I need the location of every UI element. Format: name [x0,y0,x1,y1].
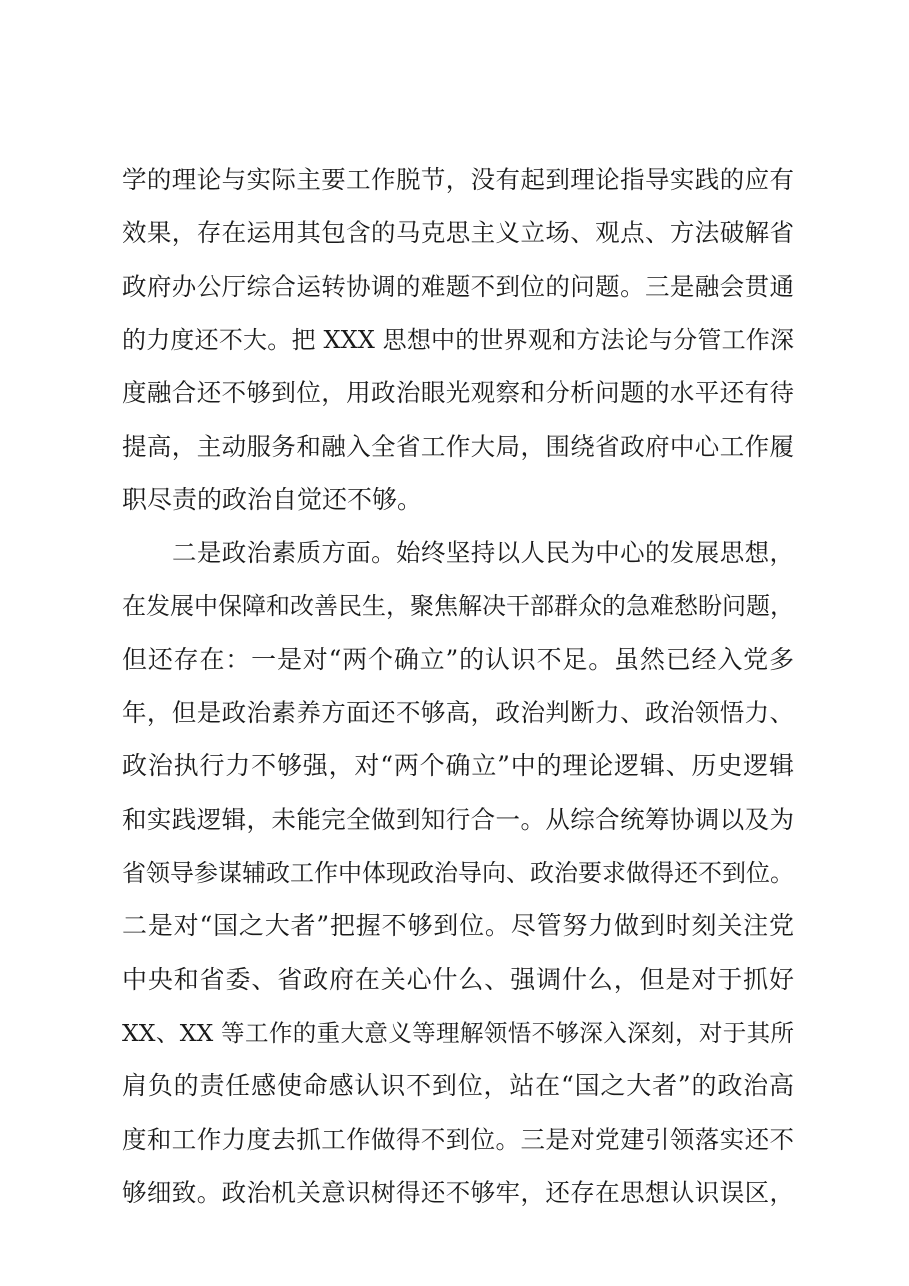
text-line-5: 度融合还不够到位，用政治眼光观察和分析问题的水平还有待 [122,378,794,407]
text-line-8: 二是政治素质方面。始终坚持以人民为中心的发展思想， [172,538,794,567]
text-line-12: 政治执行力不够强，对“两个确立”中的理论逻辑、历史逻辑 [122,751,794,780]
text-line-7: 职尽责的政治自觉还不够。 [122,485,423,514]
text-line-4: 的力度还不大。把 XXX 思想中的世界观和方法论与分管工作深 [122,326,794,354]
text-line-19: 度和工作力度去抓工作做得不到位。三是对党建引领落实还不 [122,1125,794,1154]
text-line-2: 效果，存在运用其包含的马克思主义立场、观点、方法破解省 [122,218,794,247]
text-line-1: 学的理论与实际主要工作脱节，没有起到理论指导实践的应有 [122,165,794,194]
text-line-9: 在发展中保障和改善民生，聚焦解决干部群众的急难愁盼问题， [122,592,794,620]
text-line-11: 年，但是政治素养方面还不够高，政治判断力、政治领悟力、 [122,698,794,727]
text-line-15: 二是对“国之大者”把握不够到位。尽管努力做到时刻关注党 [122,911,794,940]
text-line-14: 省领导参谋辅政工作中体现政治导向、政治要求做得还不到位。 [122,859,794,887]
text-line-18: 肩负的责任感使命感认识不到位，站在“国之大者”的政治高 [122,1071,794,1100]
text-line-3: 政府办公厅综合运转协调的难题不到位的问题。三是融会贯通 [122,272,794,301]
text-line-17: XX、XX 等工作的重大意义等理解领悟不够深入深刻，对于其所 [122,1019,794,1047]
text-line-13: 和实践逻辑，未能完全做到知行合一。从综合统筹协调以及为 [122,805,794,834]
text-line-16: 中央和省委、省政府在关心什么、强调什么，但是对于抓好 [122,965,794,994]
text-line-10: 但还存在：一是对“两个确立”的认识不足。虽然已经入党多 [122,645,794,674]
text-line-20: 够细致。政治机关意识树得还不够牢，还存在思想认识误区， [122,1178,794,1207]
text-line-6: 提高，主动服务和融入全省工作大局，围绕省政府中心工作履 [122,432,794,461]
